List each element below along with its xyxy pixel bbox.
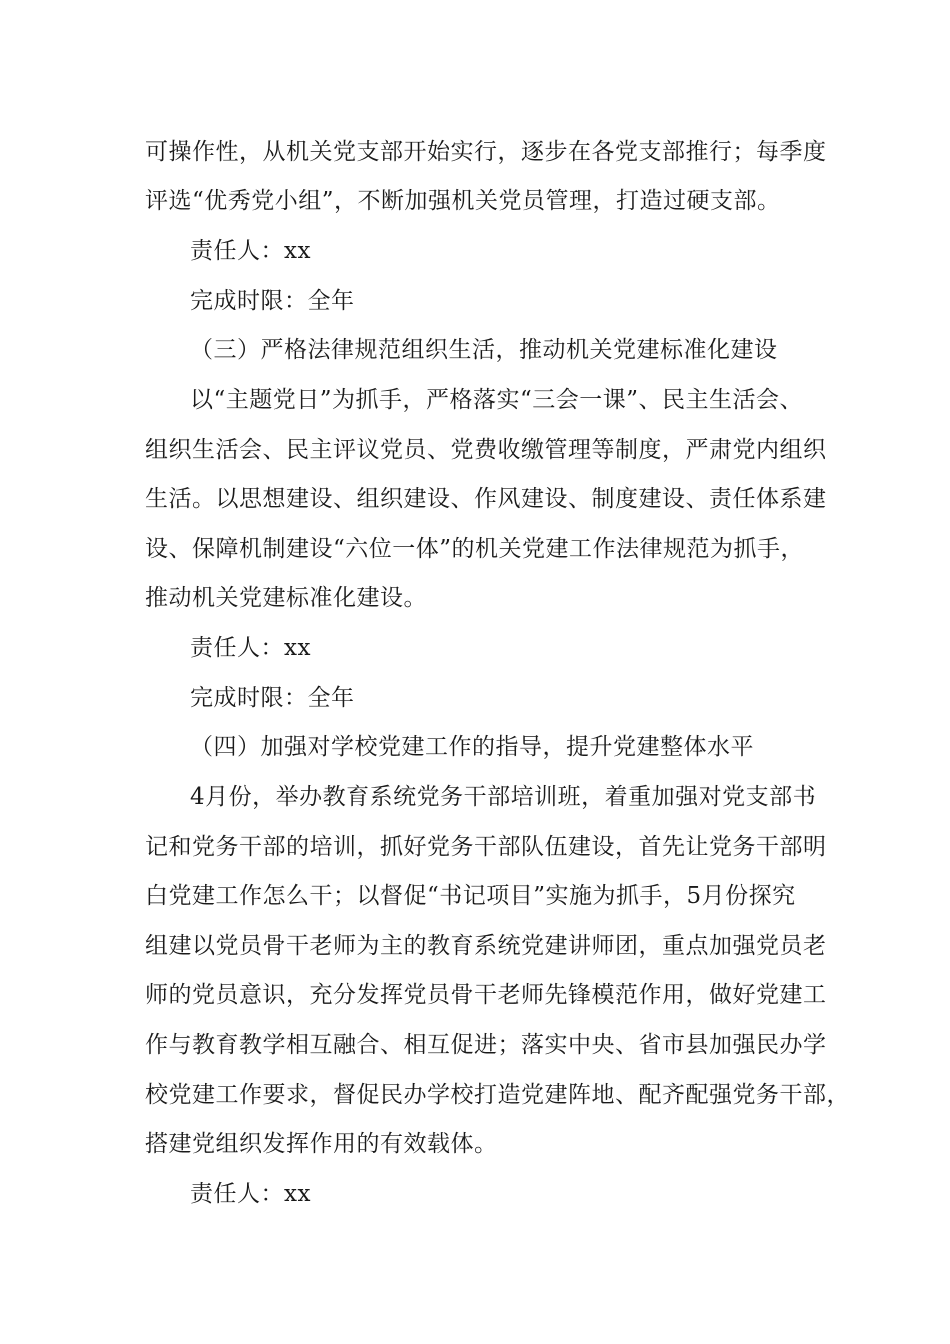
text-line: 作与教育教学相互融合、相互促进；落实中央、省市县加强民办学 — [145, 1032, 827, 1058]
section-heading: （三）严格法律规范组织生活，推动机关党建标准化建设 — [190, 337, 778, 363]
deadline: 完成时限：全年 — [190, 288, 355, 314]
text-line: 以“主题党日”为抓手，严格落实“三会一课”、民主生活会、 — [190, 387, 804, 413]
text-line: 校党建工作要求，督促民办学校打造党建阵地、配齐配强党务干部， — [145, 1082, 850, 1108]
text-line: 师的党员意识，充分发挥党员骨干老师先锋模范作用，做好党建工 — [145, 982, 827, 1008]
text-line: 记和党务干部的培训，抓好党务干部队伍建设，首先让党务干部明 — [145, 834, 827, 860]
text-line: 组织生活会、民主评议党员、党费收缴管理等制度，严肃党内组织 — [145, 437, 827, 463]
text-line: 搭建党组织发挥作用的有效载体。 — [145, 1131, 498, 1157]
deadline: 完成时限：全年 — [190, 685, 355, 711]
text-line: 推动机关党建标准化建设。 — [145, 585, 427, 611]
responsible-person: 责任人：xx — [190, 1181, 311, 1207]
section-heading: （四）加强对学校党建工作的指导，提升党建整体水平 — [190, 734, 754, 760]
text-line: 可操作性，从机关党支部开始实行，逐步在各党支部推行；每季度 — [145, 139, 827, 165]
responsible-person: 责任人：xx — [190, 635, 311, 661]
text-line: 组建以党员骨干老师为主的教育系统党建讲师团，重点加强党员老 — [145, 933, 827, 959]
text-line: 设、保障机制建设“六位一体”的机关党建工作法律规范为抓手， — [145, 536, 805, 562]
responsible-person: 责任人：xx — [190, 238, 311, 264]
text-line: 白党建工作怎么干；以督促“书记项目”实施为抓手，5月份探究 — [145, 883, 796, 909]
text-line: 4月份，举办教育系统党务干部培训班，着重加强对党支部书 — [190, 784, 817, 810]
text-line: 生活。以思想建设、组织建设、作风建设、制度建设、责任体系建 — [145, 486, 827, 512]
text-line: 评选“优秀党小组”，不断加强机关党员管理，打造过硬支部。 — [145, 188, 781, 214]
